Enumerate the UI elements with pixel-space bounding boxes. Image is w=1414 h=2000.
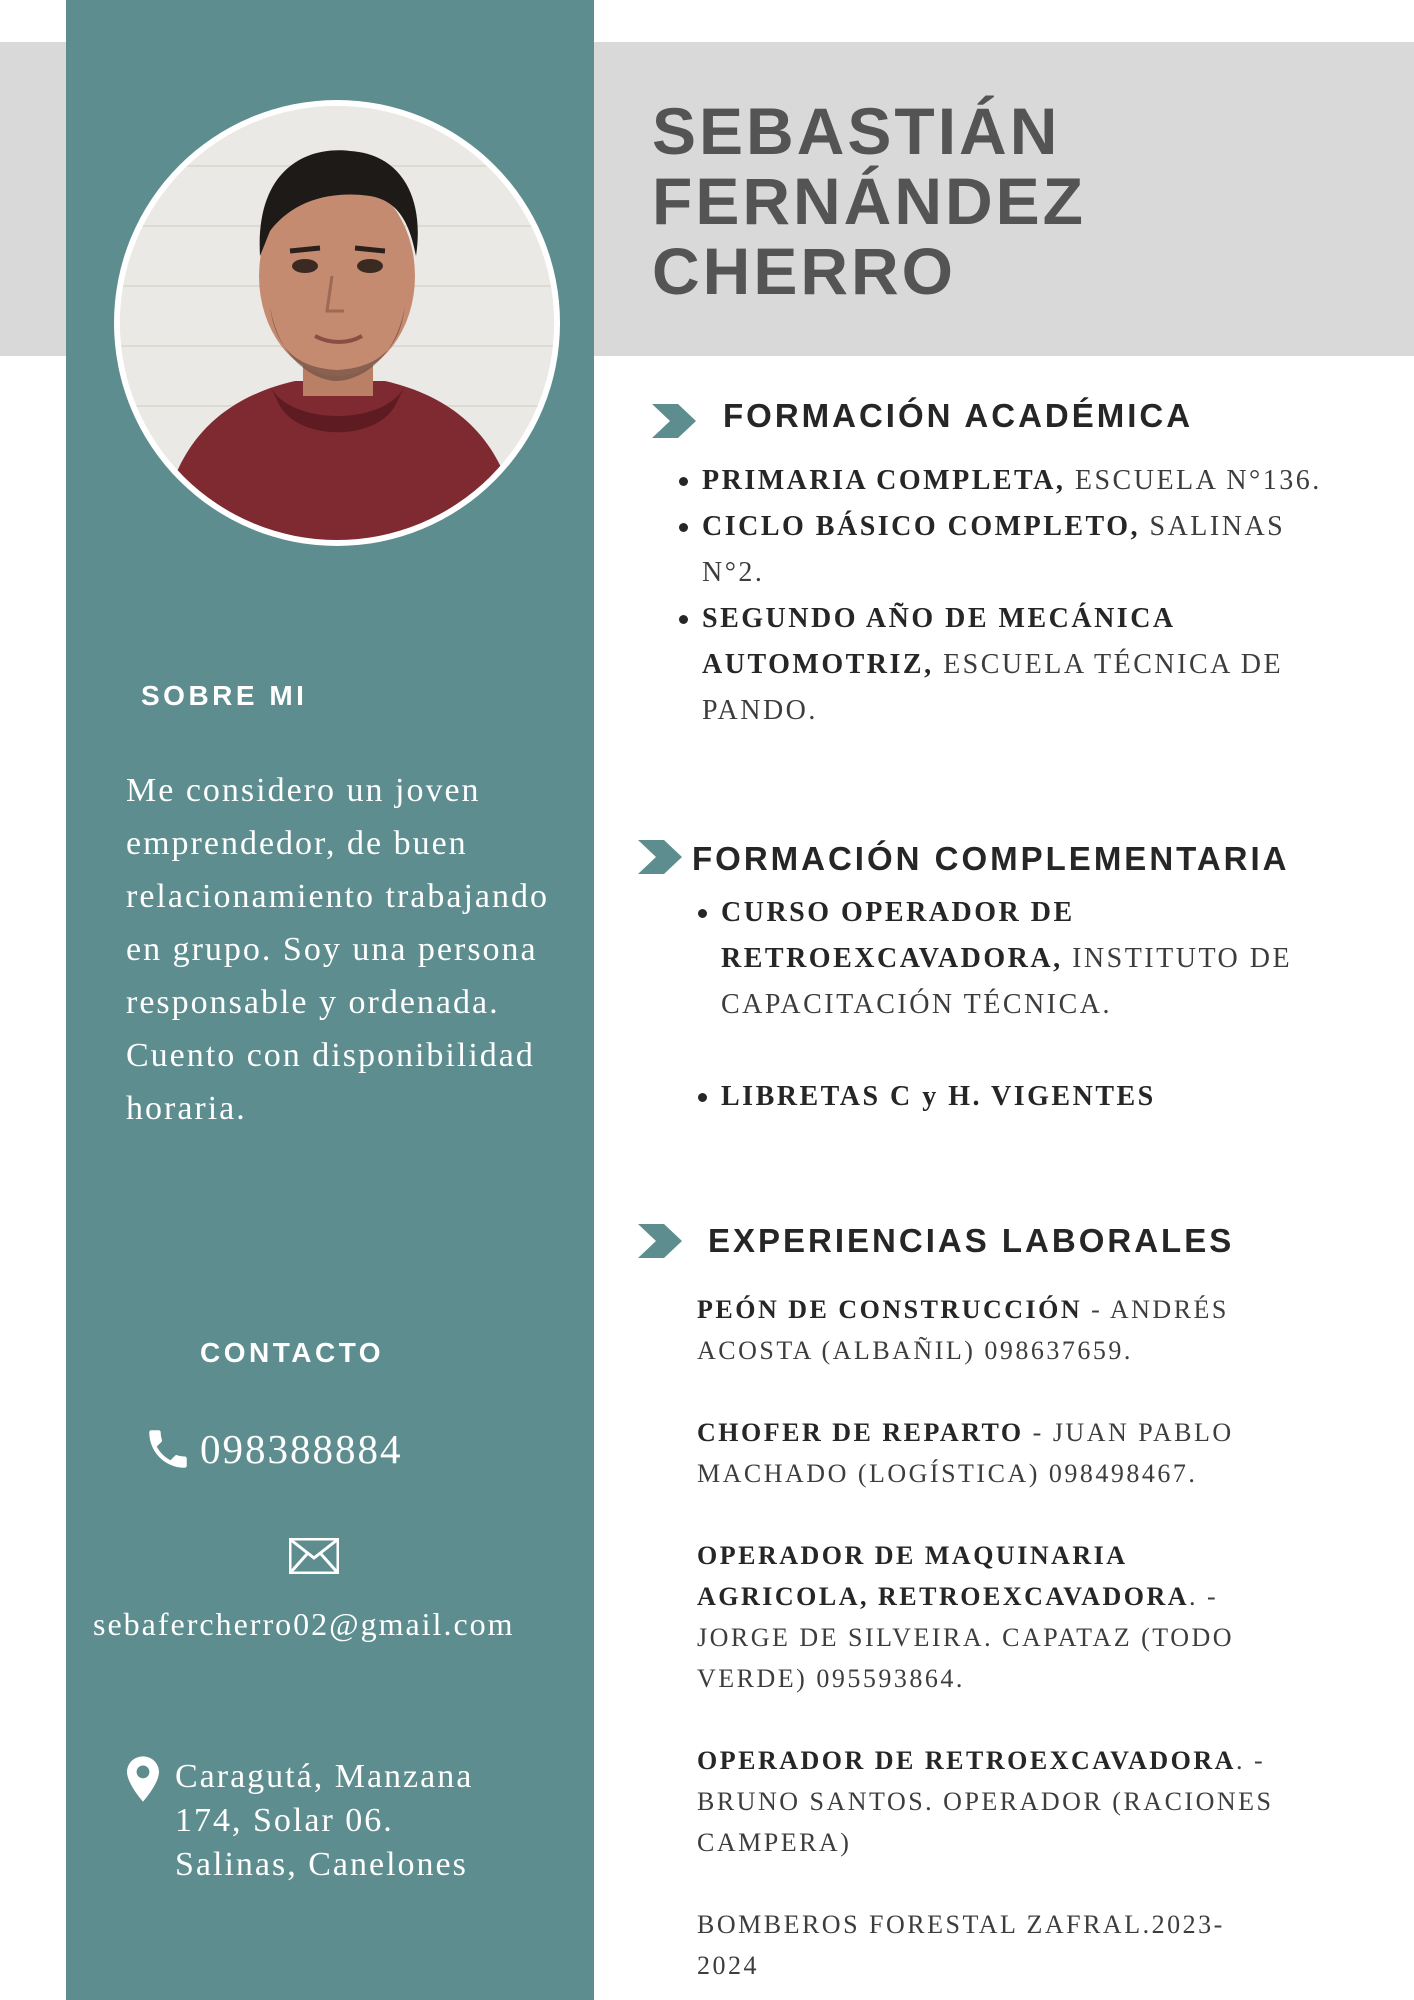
- item-strong: PRIMARIA COMPLETA,: [702, 465, 1066, 496]
- name-line: SEBASTIÁN: [652, 94, 1061, 168]
- contact-phone[interactable]: 098388884: [200, 1426, 403, 1472]
- list-item: [695, 1074, 1355, 1120]
- job-role: PEÓN DE CONSTRUCCIÓN: [697, 1295, 1083, 1324]
- job-detail: BOMBEROS FORESTAL ZAFRAL.2023-2024: [697, 1910, 1225, 1980]
- education-list: [676, 458, 1336, 734]
- phone-icon: [143, 1424, 193, 1474]
- candidate-name: [652, 96, 1086, 306]
- profile-photo: [114, 100, 560, 546]
- job-detail: - JUAN PABLO MACHADO (LOGÍSTICA) 098498467.: [697, 1418, 1234, 1488]
- job-detail: - ANDRÉS ACOSTA (ALBAÑIL) 098637659.: [697, 1295, 1229, 1365]
- item-strong: LIBRETAS C y H. VIGENTES: [721, 1081, 1156, 1112]
- experience-title: EXPERIENCIAS LABORALES: [708, 1222, 1235, 1259]
- portrait-illustration: [120, 106, 554, 540]
- address-line: 174, Solar 06.: [175, 1802, 394, 1839]
- list-item: [695, 890, 1355, 1028]
- job-entry: [697, 1740, 1297, 1863]
- item-strong: CICLO BÁSICO COMPLETO,: [702, 511, 1140, 542]
- education-title: FORMACIÓN ACADÉMICA: [723, 397, 1194, 434]
- address-line: Salinas, Canelones: [175, 1846, 468, 1883]
- job-entry: [697, 1412, 1297, 1494]
- about-heading: SOBRE MI: [141, 680, 308, 711]
- item-rest: SALINAS N°2.: [702, 511, 1286, 588]
- job-entry: [697, 1535, 1297, 1699]
- item-rest: ESCUELA TÉCNICA DE PANDO.: [702, 649, 1284, 726]
- list-item: [676, 458, 1336, 504]
- chevron-right-icon: [638, 840, 682, 874]
- chevron-right-icon: [652, 404, 696, 438]
- address-line: Caragutá, Manzana: [175, 1758, 474, 1795]
- job-entry: [697, 1904, 1257, 1986]
- item-rest: INSTITUTO DE CAPACITACIÓN TÉCNICA.: [721, 943, 1293, 1020]
- contact-email[interactable]: sebafercherro02@gmail.com: [93, 1606, 515, 1642]
- complementary-list: [695, 890, 1355, 1120]
- list-item: [676, 504, 1336, 596]
- about-text: Me considero un joven emprendedor, de buen relacionamiento trabajando en grupo. Soy una persona responsable y ordenada. Cuento con disponibilidad horaria.: [126, 772, 549, 1127]
- location-pin-icon: [127, 1756, 159, 1802]
- chevron-right-icon: [638, 1224, 682, 1258]
- contact-address: [175, 1755, 473, 1887]
- contact-heading: CONTACTO: [200, 1337, 385, 1368]
- item-strong: CURSO OPERADOR DE RETROEXCAVADORA,: [721, 897, 1075, 974]
- complementary-title: FORMACIÓN COMPLEMENTARIA: [692, 840, 1290, 877]
- job-role: OPERADOR DE MAQUINARIA AGRICOLA, RETROEXCAVADORA: [697, 1541, 1190, 1611]
- mail-icon: [289, 1538, 339, 1574]
- job-role: OPERADOR DE RETROEXCAVADORA: [697, 1746, 1236, 1775]
- job-detail: . - JORGE DE SILVEIRA. CAPATAZ (TODO VERDE) 095593864.: [697, 1582, 1235, 1693]
- job-detail: . - BRUNO SANTOS. OPERADOR (RACIONES CAMPERA): [697, 1746, 1274, 1857]
- job-role: CHOFER DE REPARTO: [697, 1418, 1024, 1447]
- name-line: CHERRO: [652, 234, 957, 308]
- list-item: [676, 596, 1336, 734]
- item-rest: ESCUELA N°136.: [1065, 465, 1322, 496]
- job-entry: [697, 1289, 1297, 1371]
- item-strong: SEGUNDO AÑO DE MECÁNICA AUTOMOTRIZ,: [702, 603, 1175, 680]
- name-line: FERNÁNDEZ: [652, 164, 1086, 238]
- profile-photo-image: [120, 106, 554, 540]
